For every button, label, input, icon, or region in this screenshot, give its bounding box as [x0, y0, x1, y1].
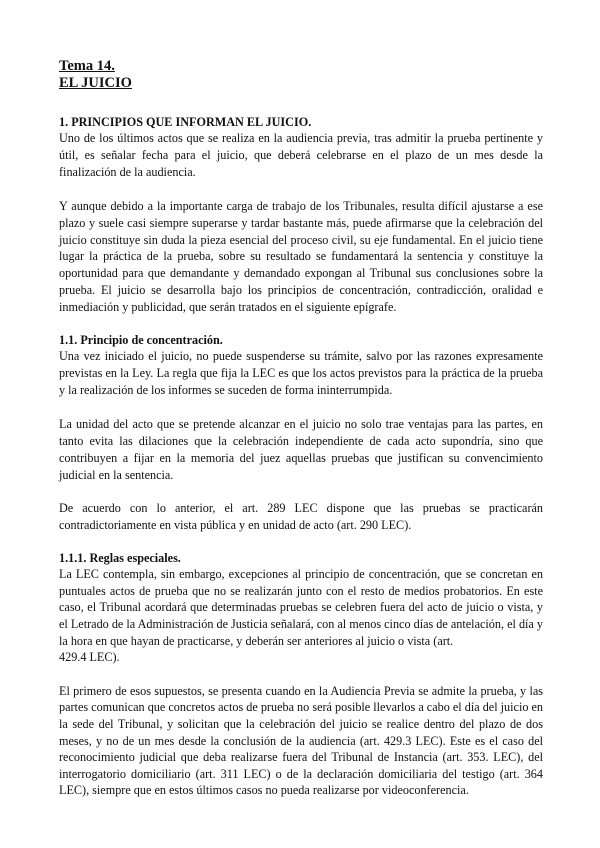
section-1-paragraph-1: Uno de los últimos actos que se realiza en la audiencia previa, tras admitir la prueba pertinente y útil, es señalar fecha para el juicio, que deberá celebrarse en el plazo de un mes desde la finalización de la audiencia.	[59, 131, 543, 179]
section-1-paragraph-2: Y aunque debido a la importante carga de trabajo de los Tribunales, resulta difícil ajustarse a ese plazo y suele casi siempre superarse y tardar bastante más, puede afirmarse que la celebración del juicio constituye sin duda la pieza esencial del proceso civil, su eje fundamental. En el juicio tiene lugar la práctica de la prueba, sobre su resultado se fundamentará la sentencia y constituye la oportunidad para que demandante y demandado expongan al Tribunal sus conclusiones sobre la prueba. El juicio se desarrolla bajo los principios de concentración, contradicción, oralidad e inmediación y publicidad, que serán tratados en el siguiente epígrafe.	[59, 198, 543, 315]
document-title-number: Tema 14.	[59, 58, 115, 74]
section-1-1-1-heading: 1.1.1. Reglas especiales.	[59, 551, 181, 566]
section-1-1-paragraph-2: La unidad del acto que se pretende alcanzar en el juicio no solo trae ventajas para las partes, en tanto evita las dilaciones que la celebración independiente de cada acto supondría, sino que contribuyen a fijar en la memoria del juez aquellas pruebas que justifican su convencimiento judicial en la sentencia.	[59, 416, 543, 482]
section-1-1-paragraph-1: Una vez iniciado el juicio, no puede suspenderse su trámite, salvo por las razones expresamente previstas en la Ley. La regla que fija la LEC es que los actos previstos para la práctica de la prueba y la realización de los informes se suceden de forma ininterrumpida.	[59, 349, 543, 397]
section-1-heading: 1. PRINCIPIOS QUE INFORMAN EL JUICIO.	[59, 115, 312, 129]
section-1-1-1-paragraph-1-end: 429.4 LEC).	[59, 650, 120, 665]
section-1-1-1-paragraph-1: La LEC contempla, sin embargo, excepciones al principio de concentración, que se concretan en puntuales actos de prueba que no se realizarán junto con el resto de medios probatorios. En este caso, el Tribunal acordará que determinadas pruebas se celebren fuera del acto de juicio o vista, y el Letrado de la Administración de Justicia señalará, con al menos cinco días de antelación, el día y la hora en que hayan de practicarse, y deberán ser anteriores al juicio o vista (art.	[59, 567, 543, 648]
section-1-1-1-paragraph-2: El primero de esos supuestos, se presenta cuando en la Audiencia Previa se admite la prueba, y las partes comunican que concretos actos de prueba no será posible llevarlos a cabo el día del juicio en la sede del Tribunal, y solicitan que la celebración del juicio se realice dentro del plazo de dos meses, y no de un mes desde la conclusión de la audiencia (art. 429.3 LEC). Este es el caso del reconocimiento judicial que deba realizarse fuera del Tribunal de Instancia (art. 353. LEC), del interrogatorio domiciliario (art. 311 LEC) o de la declaración domiciliaria del testigo (art. 364 LEC), siempre que en estos últimos casos no pueda realizarse por videoconferencia.	[59, 683, 543, 798]
section-1-1-paragraph-3: De acuerdo con lo anterior, el art. 289 LEC dispone que las pruebas se practicarán contradictoriamente en vista pública y en unidad de acto (art. 290 LEC).	[59, 501, 543, 533]
section-1-1-heading: 1.1. Principio de concentración.	[59, 333, 223, 348]
document-title: EL JUICIO	[59, 75, 132, 91]
